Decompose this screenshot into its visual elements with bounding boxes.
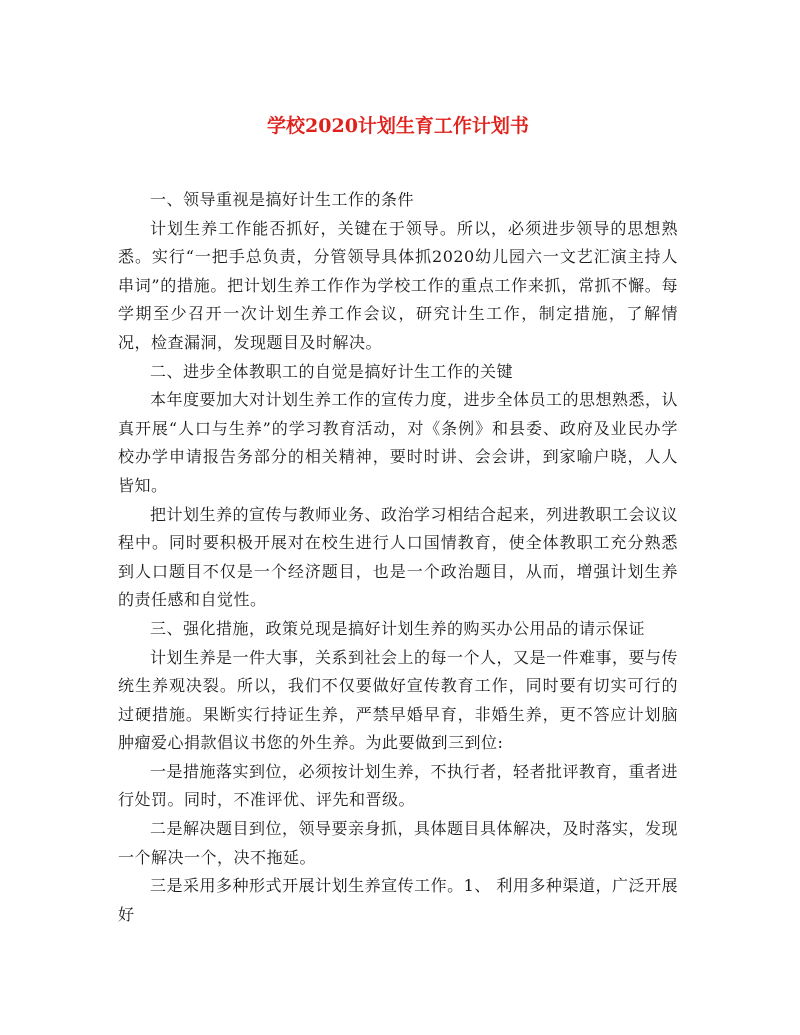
section-heading-3: 三、强化措施，政策兑现是搞好计划生养的购买办公用品的请示保证 [150, 618, 646, 638]
document-body [118, 186, 678, 929]
paragraph: 本年度要加大对计划生养工作的宣传力度，进步全体员工的思想熟悉，认真开展“人口与生养”的学习教育活动，对《条例》和县委、政府及业民办学校办学申请报告务部分的相关精神，要时时讲、会会讲，到家喻户晓，人人皆知。 [118, 390, 679, 495]
paragraph: 三是采用多种形式开展计划生养宣传工作。1、 利用多种渠道，广泛开展好 [118, 876, 678, 924]
paragraph: 二是解决题目到位，领导要亲身抓，具体题目具体解决，及时落实，发现一个解决一个，决不拖延。 [118, 819, 679, 867]
section-heading-1: 一、领导重视是搞好计生工作的条件 [150, 190, 415, 209]
document-title: 学校2020计划生育工作计划书 [267, 115, 529, 137]
paragraph: 计划生养工作能否抓好，关键在于领导。所以，必须进步领导的思想熟悉。实行“一把手总负责，分管领导具体抓2020幼儿园六一文艺汇演主持人串词”的措施。把计划生养工作作为学校工作的重点工作来抓，常抓不懈。每学期至少召开一次计划生养工作会议，研究计生工作，制定措施，了解情况，检查漏洞，发现题目及时解决。 [118, 218, 678, 352]
paragraph: 一是措施落实到位，必须按计划生养，不执行者，轻者批评教育，重者进行处罚。同时，不准评优、评先和晋级。 [118, 761, 679, 810]
paragraph: 把计划生养的宣传与教师业务、政治学习相结合起来，列进教职工会议议程中。同时要积极开展对在校生进行人口国情教育，使全体教职工充分熟悉到人口题目不仅是一个经济题目，也是一个政治题目，从而，增强计划生养的责任感和自觉性。 [118, 504, 679, 610]
paragraph: 计划生养是一件大事，关系到社会上的每一个人，又是一件难事，要与传统生养观决裂。所以，我们不仅要做好宣传教育工作，同时要有切实可行的过硬措施。果断实行持证生养，严禁早婚早育，非婚生养，更不答应计划脑肿瘤爱心捐款倡议书您的外生养。为此要做到三到位: [118, 647, 679, 753]
section-heading-2: 二、进步全体教职工的自觉是搞好计生工作的关键 [150, 361, 514, 381]
